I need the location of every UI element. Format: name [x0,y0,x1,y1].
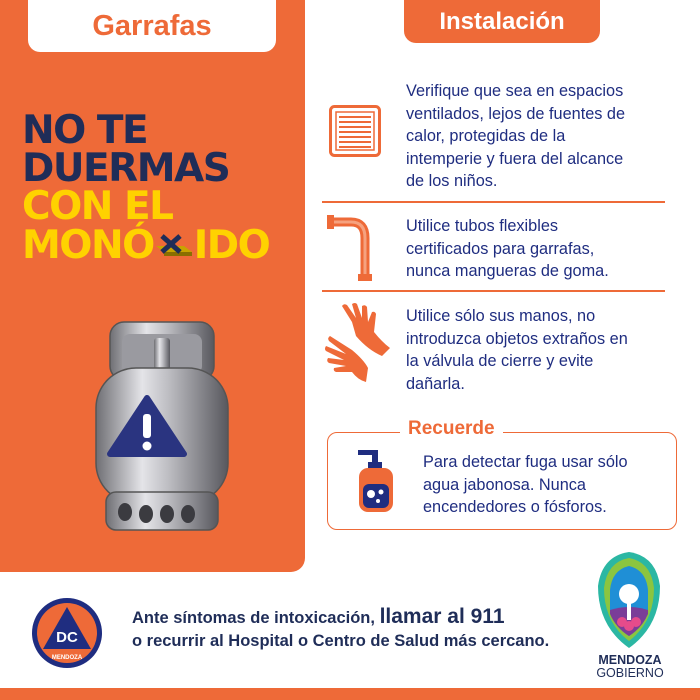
remember-line: encendedores o fósforos. [423,498,607,516]
gas-cylinder-illustration [92,320,232,535]
garrafas-tab [28,0,276,52]
headline-line-4 [22,223,270,268]
headline-line-2: DUERMAS [22,146,230,191]
divider [322,201,665,203]
headline [22,108,270,268]
footer-line-1 [132,605,549,630]
footer-call-911: llamar al 911 [379,605,505,628]
bottom-bar [0,688,700,700]
hands-icon [322,302,392,382]
footer-intro: Ante síntomas de intoxicación, [132,609,380,627]
footer-line-2: o recurrir al Hospital o Centro de Salud más cercano. [132,632,550,650]
dc-logo-place: MENDOZA [51,655,83,661]
instruction-2-line: Utilice tubos flexibles [406,217,559,235]
instruction-3-line: dañarla. [406,374,465,393]
headline-line-1: NO TE [22,108,148,153]
headline-mono: MONÓ [22,223,154,268]
remember-title: Recuerde [400,416,503,442]
remember-line: Para detectar fuga usar sólo [423,453,628,471]
instruction-2 [406,215,609,283]
instruction-1-line: intemperie y fuera del alcance [406,149,624,168]
dc-logo-abbr: DC [56,629,78,646]
instruction-2-line: nunca mangueras de goma. [406,262,609,280]
instruction-3-line: Utilice sólo sus manos, no [406,307,596,325]
mendoza-gobierno-logo [594,550,664,650]
vent-grille-icon [329,105,381,157]
instruction-1-line: Verifique que sea en espacios [406,82,624,100]
instruction-3 [406,305,628,395]
instruction-1-line: calor, protegidas de la [406,127,566,145]
gobierno-label: GOBIERNO [596,666,664,680]
remember-text [423,451,628,519]
garrafas-tab-label: Garrafas [92,10,212,42]
remember-line: agua jabonosa. Nunca [423,475,586,494]
headline-ido: IDO [193,223,270,268]
footer-message [132,605,549,653]
instruction-2-line: certificados para garrafas, [406,239,595,258]
instruction-3-line: introduzca objetos extraños en [406,329,628,348]
instruction-1-line: ventilados, lejos de fuentes de [406,104,626,123]
x-bed-icon [154,226,194,260]
instalacion-tab [404,0,600,43]
instruction-1 [406,80,625,193]
headline-line-3: CON EL [22,184,173,229]
defensa-civil-logo [31,597,103,669]
instruction-1-line: de los niños. [406,172,498,190]
mendoza-gobierno-text [580,654,680,680]
soap-dispenser-icon [356,448,396,514]
flexible-tube-icon [327,212,375,282]
instalacion-tab-label: Instalación [439,8,565,35]
divider [322,290,665,292]
instruction-3-line: la válvula de cierre y evite [406,352,594,370]
mendoza-label: MENDOZA [598,653,662,667]
